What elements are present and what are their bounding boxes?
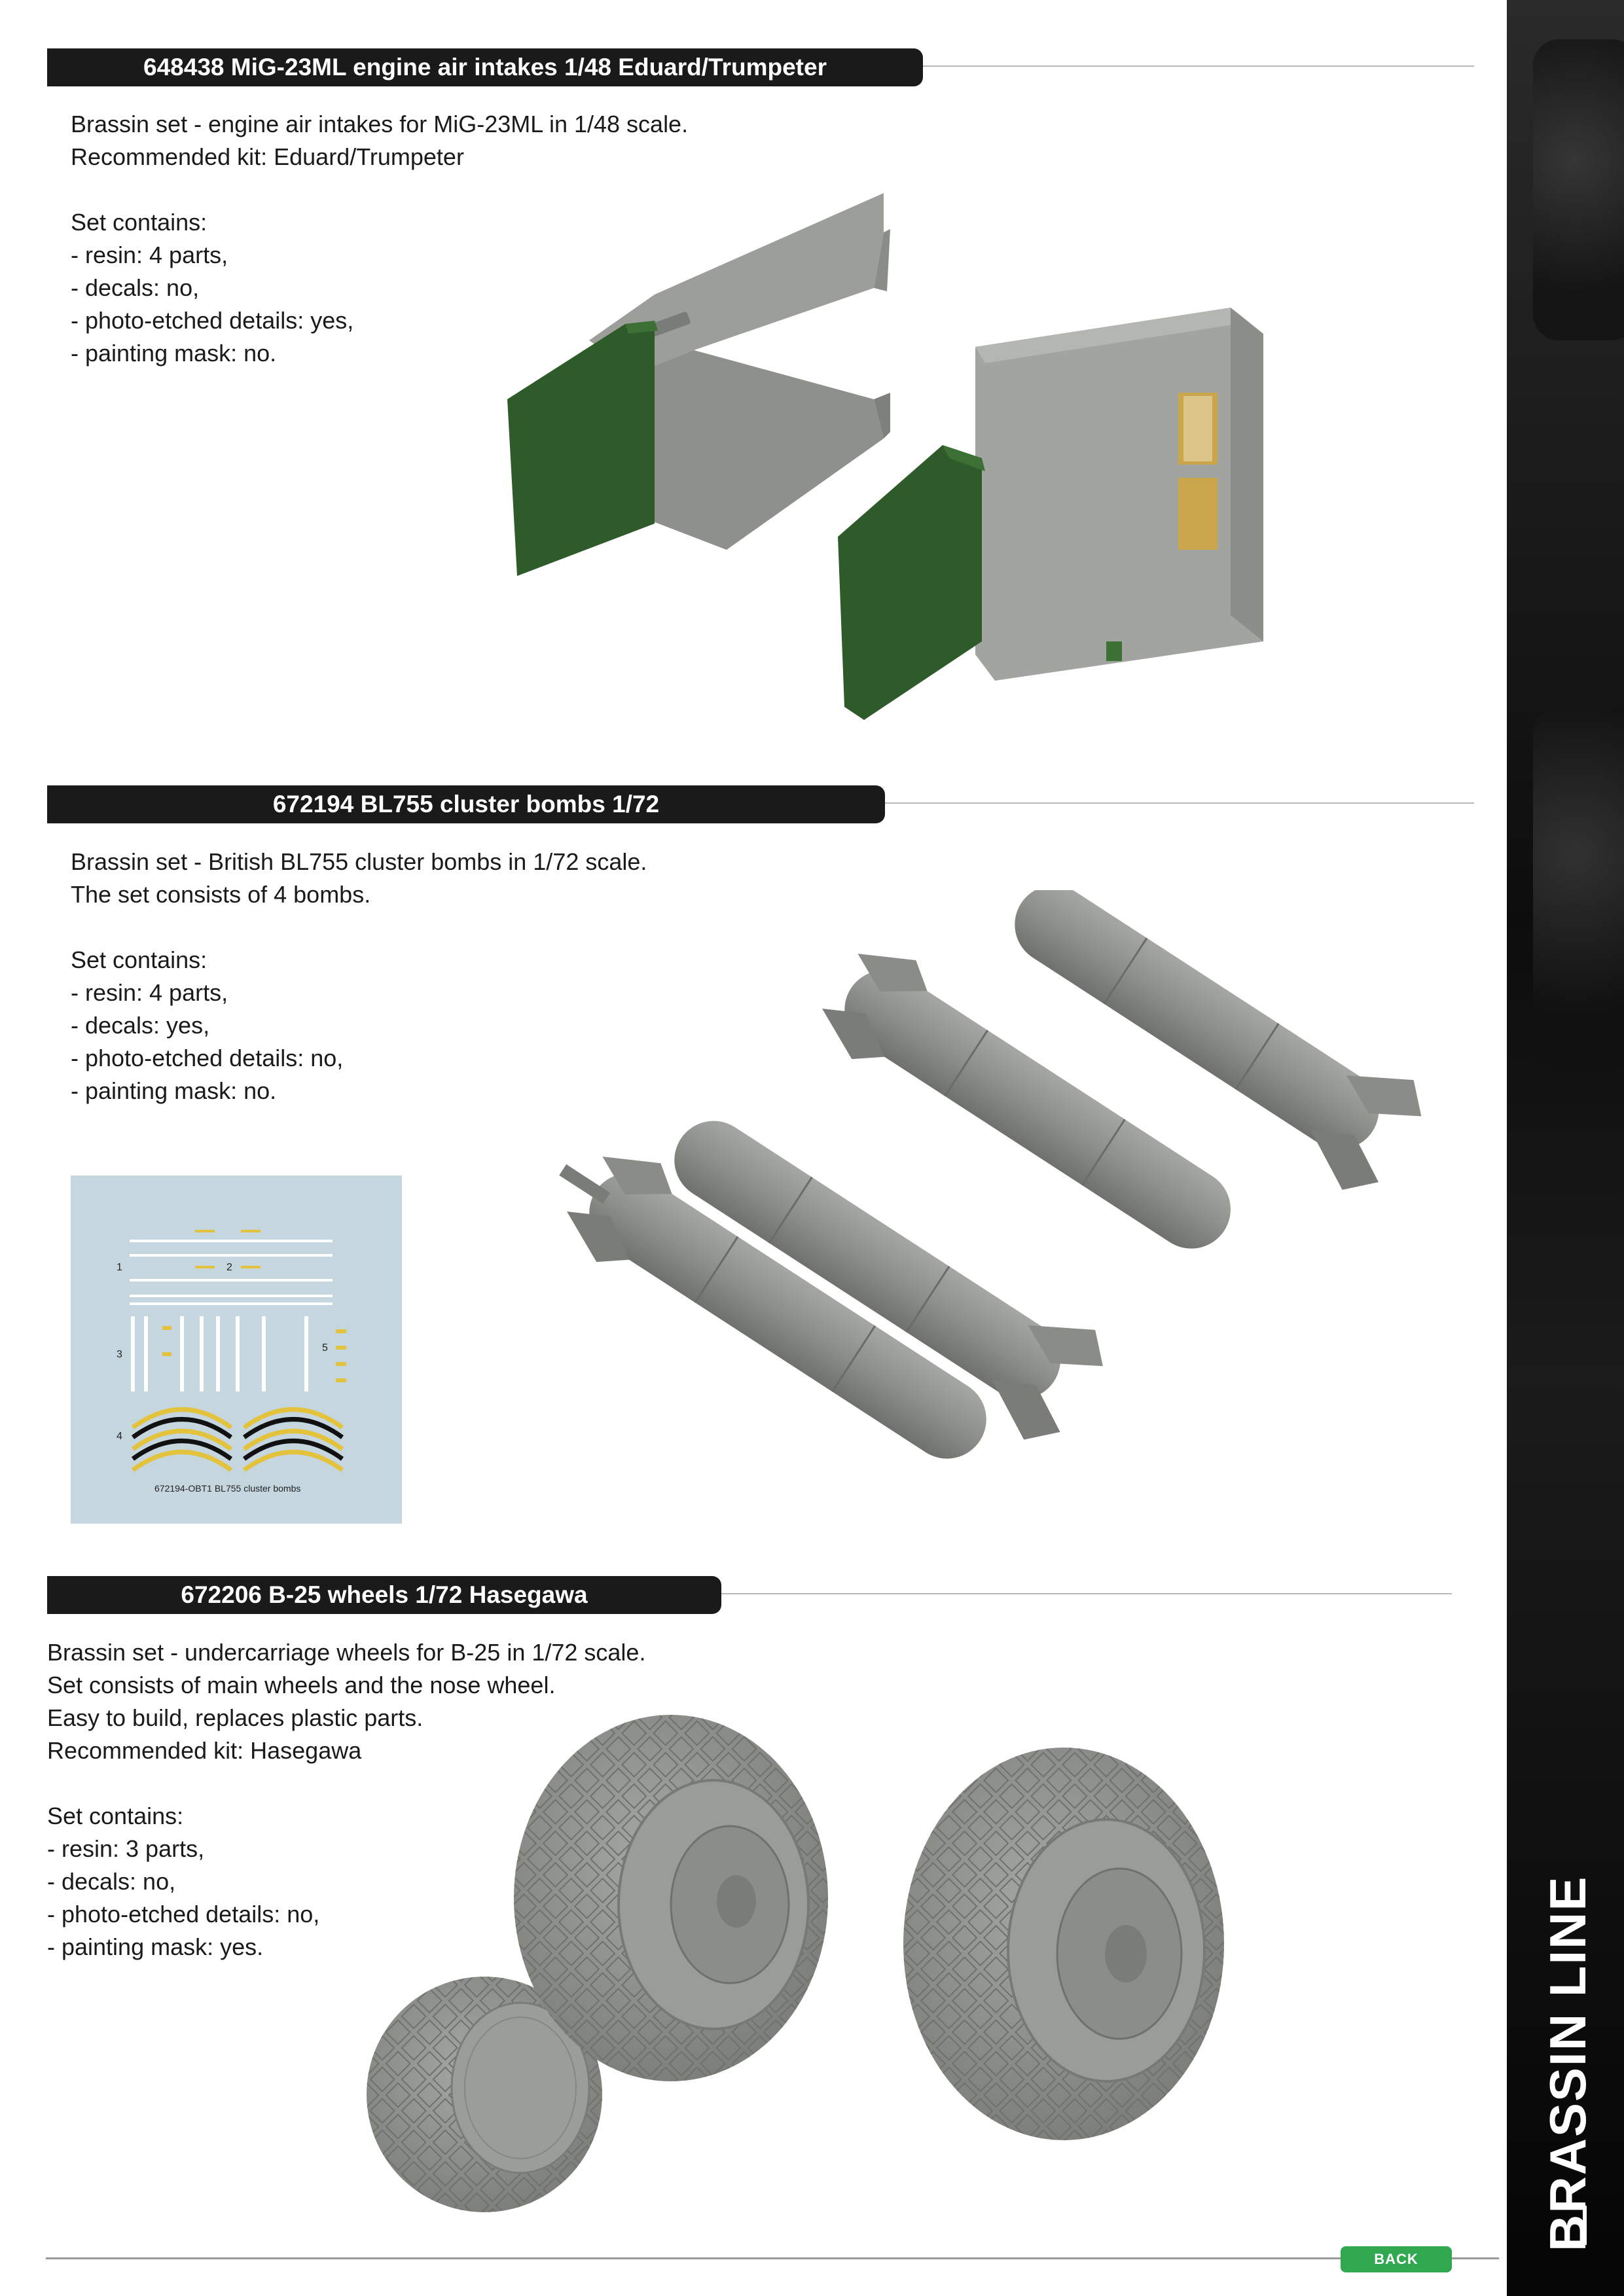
contents-item: - decals: no,: [71, 274, 200, 301]
contents-item: - decals: yes,: [71, 1012, 210, 1039]
header-rule: [923, 65, 1474, 67]
contents-item: - resin: 4 parts,: [71, 979, 228, 1006]
left-intake-part: [507, 193, 890, 576]
intake-parts-render: [497, 183, 1303, 726]
decal-sheet: [71, 1175, 402, 1524]
contents-item: - painting mask: no.: [71, 340, 277, 367]
description-line: The set consists of 4 bombs.: [71, 881, 371, 908]
sidebar-photo-detail: [1533, 707, 1624, 1073]
section-header-648438: 648438 MiG-23ML engine air intakes 1/48 Eduard/Trumpeter: [47, 48, 923, 86]
sidebar-title: BRASSIN LINE: [1539, 1875, 1597, 2251]
description-line: Brassin set - British BL755 cluster bombs in 1/72 scale.: [71, 848, 647, 875]
bombs-render: [445, 890, 1466, 1532]
sidebar-photo-detail: [1533, 39, 1624, 340]
contents-item: - painting mask: no.: [71, 1077, 277, 1104]
decal-number: 5: [322, 1342, 328, 1354]
decal-number: 4: [117, 1431, 122, 1442]
section-header-672206: 672206 B-25 wheels 1/72 Hasegawa: [47, 1576, 721, 1614]
contents-title: Set contains:: [71, 209, 208, 236]
header-rule: [885, 802, 1474, 804]
description-line: Set consists of main wheels and the nose wheel.: [47, 1672, 556, 1698]
contents-item: - photo-etched details: no,: [71, 1045, 344, 1071]
contents-item: - photo-etched details: no,: [47, 1901, 320, 1928]
main-wheel: [514, 1715, 828, 2081]
contents-item: - photo-etched details: yes,: [71, 307, 354, 334]
right-intake-part: [838, 308, 1263, 720]
description-line: Brassin set - engine air intakes for MiG-23ML in 1/48 scale.: [71, 111, 689, 137]
description-line: Brassin set - undercarriage wheels for B-25 in 1/72 scale.: [47, 1639, 646, 1666]
description-line: Recommended kit: Hasegawa: [47, 1737, 362, 1764]
wheels-render: [367, 1702, 1414, 2219]
decal-number: 2: [226, 1262, 232, 1273]
contents-item: - resin: 4 parts,: [71, 242, 228, 268]
contents-item: - decals: no,: [47, 1868, 176, 1895]
contents-item: - painting mask: yes.: [47, 1933, 264, 1960]
footer-rule: [46, 2257, 1499, 2259]
decal-caption: 672194-OBT1 BL755 cluster bombs: [154, 1483, 301, 1494]
contents-title: Set contains:: [71, 946, 208, 973]
decal-number: 3: [117, 1349, 122, 1360]
contents-item: - resin: 3 parts,: [47, 1835, 205, 1862]
back-button[interactable]: BACK: [1341, 2246, 1452, 2272]
main-wheel: [903, 1748, 1224, 2140]
description-line: Easy to build, replaces plastic parts.: [47, 1704, 424, 1731]
decal-number: 1: [117, 1262, 122, 1273]
header-rule: [721, 1593, 1452, 1594]
contents-title: Set contains:: [47, 1803, 184, 1829]
section-header-672194: 672194 BL755 cluster bombs 1/72: [47, 785, 885, 823]
description-line: Recommended kit: Eduard/Trumpeter: [71, 143, 464, 170]
